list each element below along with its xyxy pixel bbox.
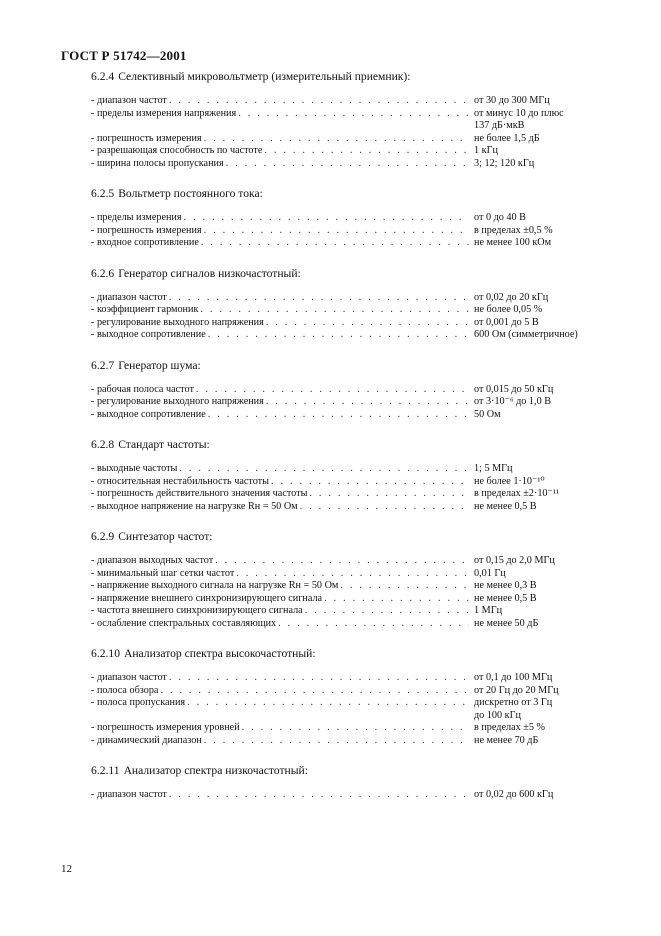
spec-row [91,384,601,397]
section-title [91,647,601,661]
section-heading: Селективный микровольтметр (измерительный приемник): [118,70,411,83]
spec-row [91,697,601,722]
spec-list [91,95,601,170]
spec-label-cell [91,329,469,342]
spec-value: от 0,02 до 600 кГц [474,789,554,800]
section-number: 6.2.11 [91,764,120,777]
spec-label: - разрешающая способность по частоте [91,145,263,156]
dot-leader [324,593,469,606]
dot-leader [278,618,469,631]
spec-row [91,463,601,476]
spec-section [91,647,601,747]
spec-label: - выходное сопротивление [91,329,206,340]
spec-list [91,789,601,802]
dot-leader [201,237,469,250]
spec-label-cell [91,605,469,618]
spec-label-cell [91,568,469,581]
spec-value: в пределах ±2·10⁻¹¹ [474,488,559,499]
section-number: 6.2.5 [91,187,115,200]
spec-label-cell [91,133,469,146]
spec-value: 600 Ом (симметричное) [474,329,578,340]
spec-value: не более 0,05 % [474,304,543,315]
spec-row [91,605,601,618]
dot-leader [238,108,469,121]
spec-value: не менее 100 кОм [474,237,552,248]
spec-section [91,267,601,342]
spec-row [91,292,601,305]
spec-label-cell [91,672,469,685]
spec-row [91,735,601,748]
section-title [91,267,601,281]
spec-value: в пределах ±5 % [474,722,545,733]
spec-row [91,476,601,489]
spec-label: - диапазон частот [91,672,167,683]
spec-value: не менее 0,3 В [474,580,537,591]
spec-value: 3; 12; 120 кГц [474,157,535,169]
spec-label-cell [91,409,469,422]
dot-leader [204,735,469,748]
spec-value: от 0 до 40 В [474,212,526,223]
spec-row [91,317,601,330]
section-number: 6.2.9 [91,530,115,543]
spec-label: - погрешность измерения [91,132,202,144]
spec-label-cell [91,722,469,735]
spec-label-cell [91,593,469,606]
spec-label: - регулирование выходного напряжения [91,316,264,328]
spec-label-cell [91,735,469,748]
spec-value: 50 Ом [474,408,501,420]
spec-row [91,95,601,108]
spec-label: - диапазон частот [91,95,167,106]
spec-value: от минус 10 до плюс 137 дБ·мкВ [474,107,564,131]
section-number: 6.2.10 [91,647,120,660]
dot-leader [309,488,469,501]
spec-list [91,212,601,250]
spec-value: не менее 70 дБ [474,734,539,746]
spec-row [91,158,601,171]
spec-label-cell [91,580,469,593]
spec-label: - диапазон выходных частот [91,555,214,566]
spec-section [91,764,601,802]
section-title [91,70,601,84]
spec-value: от 0,1 до 100 МГц [474,672,553,683]
spec-label-cell [91,789,469,802]
spec-label-cell [91,145,469,158]
spec-label: - регулирование выходного напряжения [91,396,264,407]
document-body [91,70,601,819]
spec-value: дискретно от 3 Гц до 100 кГц [474,697,553,721]
spec-label: - погрешность измерения [91,224,202,236]
spec-list [91,384,601,422]
spec-value: от 0,15 до 2,0 МГц [474,555,555,566]
section-title [91,359,601,373]
spec-label-cell [91,685,469,698]
spec-row [91,580,601,593]
section-heading: Анализатор спектра высокочастотный: [123,647,316,660]
spec-label-cell [91,463,469,476]
dot-leader [271,476,469,489]
dot-leader [266,317,469,330]
dot-leader [305,605,469,618]
spec-section [91,359,601,422]
document-header: ГОСТ Р 51742—2001 [61,48,187,63]
spec-label: - выходные частоты [91,463,178,474]
spec-label-cell [91,555,469,568]
spec-label: - напряжение выходного сигнала на нагрузке Rн = 50 Ом [91,580,339,591]
spec-label: - коэффициент гармоник [91,304,199,315]
spec-label: - напряжение внешнего синхронизирующего сигнала [91,592,323,604]
spec-value: от 0,02 до 20 кГц [474,291,549,303]
spec-label: - полоса пропускания [91,697,186,708]
spec-row [91,501,601,514]
dot-leader [169,95,469,108]
spec-label: - входное сопротивление [91,237,199,248]
section-number: 6.2.6 [91,266,115,280]
section-number: 6.2.7 [91,358,115,372]
section-title [91,530,601,544]
spec-row [91,145,601,158]
spec-row [91,568,601,581]
spec-row [91,618,601,631]
section-number: 6.2.4 [91,70,115,83]
spec-value: от 3·10⁻⁶ до 1,0 В [474,396,552,407]
dot-leader [204,133,469,146]
spec-label-cell [91,396,469,409]
spec-value: не более 1,5 дБ [474,132,540,144]
spec-label-cell [91,237,469,250]
spec-label-cell [91,108,469,121]
spec-list [91,292,601,342]
dot-leader [169,789,469,802]
spec-label-cell [91,95,469,108]
spec-label: - относительная нестабильность частоты [91,475,269,487]
spec-label: - диапазон частот [91,789,167,800]
spec-label-cell [91,225,469,238]
spec-value: 1 МГц [474,605,503,616]
spec-value: от 0,015 до 50 кГц [474,383,554,395]
spec-label-cell [91,501,469,514]
section-title [91,764,601,778]
spec-value: 1; 5 МГц [474,463,513,474]
spec-row [91,396,601,409]
spec-section [91,438,601,513]
dot-leader [226,158,469,171]
section-heading: Стандарт частоты: [118,438,210,451]
spec-row [91,555,601,568]
spec-label: - частота внешнего синхронизирующего сигнала [91,605,303,616]
spec-value: не менее 50 дБ [474,617,539,629]
spec-label: - погрешность измерения уровней [91,722,240,733]
dot-leader [169,672,469,685]
spec-row [91,593,601,606]
spec-value: не менее 0,5 В [474,500,537,512]
section-heading: Вольтметр постоянного тока: [118,187,263,200]
spec-label-cell [91,384,469,397]
spec-row [91,409,601,422]
spec-label-cell [91,292,469,305]
spec-label: - ширина полосы пропускания [91,157,224,169]
dot-leader [236,568,469,581]
spec-row [91,108,601,133]
section-heading: Анализатор спектра низкочастотный: [123,764,308,777]
spec-value: от 30 до 300 МГц [474,95,550,106]
spec-row [91,685,601,698]
spec-row [91,789,601,802]
spec-list [91,463,601,513]
dot-leader [160,685,469,698]
spec-row [91,212,601,225]
spec-section [91,70,601,170]
dot-leader [340,580,469,593]
spec-list [91,555,601,630]
spec-label-cell [91,697,469,710]
spec-list [91,672,601,747]
spec-label: - полоса обзора [91,684,159,696]
spec-label: - ослабление спектральных составляющих [91,617,277,629]
spec-label: - минимальный шаг сетки частот [91,567,235,579]
section-title [91,438,601,452]
dot-leader [242,722,469,735]
spec-label: - погрешность действительного значения частоты [91,488,308,499]
spec-label: - выходное напряжение на нагрузке Rн = 50 Ом [91,500,298,512]
section-heading: Генератор шума: [118,358,201,372]
spec-row [91,237,601,250]
page-number: 12 [61,863,72,875]
section-title [91,187,601,201]
spec-row [91,329,601,342]
spec-label-cell [91,158,469,171]
spec-label: - пределы измерения напряжения [91,107,237,119]
spec-value: от 0,001 до 5 В [474,316,539,328]
spec-label: - диапазон частот [91,291,167,303]
dot-leader [196,384,469,397]
spec-label-cell [91,304,469,317]
dot-leader [169,292,469,305]
spec-label: - рабочая полоса частот [91,383,194,395]
dot-leader [266,396,469,409]
spec-label-cell [91,476,469,489]
dot-leader [208,329,469,342]
spec-row [91,672,601,685]
spec-value: от 20 Гц до 20 МГц [474,684,559,696]
section-heading: Генератор сигналов низкочастотный: [118,266,301,280]
dot-leader [187,697,469,710]
dot-leader [200,304,469,317]
spec-label-cell [91,212,469,225]
spec-row [91,304,601,317]
spec-value: в пределах ±0,5 % [474,224,553,236]
dot-leader [184,212,469,225]
spec-section [91,530,601,630]
spec-section [91,187,601,250]
spec-row [91,133,601,146]
dot-leader [215,555,469,568]
dot-leader [300,501,469,514]
dot-leader [179,463,469,476]
spec-label-cell [91,317,469,330]
spec-value: 1 кГц [474,145,498,156]
spec-label: - выходное сопротивление [91,408,206,420]
spec-label: - пределы измерения [91,212,182,223]
section-number: 6.2.8 [91,438,115,451]
spec-value: не более 1·10⁻¹⁰ [474,475,545,487]
spec-label: - динамический диапазон [91,734,202,746]
spec-row [91,225,601,238]
spec-value: 0,01 Гц [474,567,506,579]
spec-row [91,722,601,735]
section-heading: Синтезатор частот: [118,530,213,543]
spec-row [91,488,601,501]
dot-leader [204,225,469,238]
dot-leader [264,145,469,158]
spec-label-cell [91,488,469,501]
spec-label-cell [91,618,469,631]
spec-value: не менее 0,5 В [474,592,537,604]
dot-leader [208,409,469,422]
